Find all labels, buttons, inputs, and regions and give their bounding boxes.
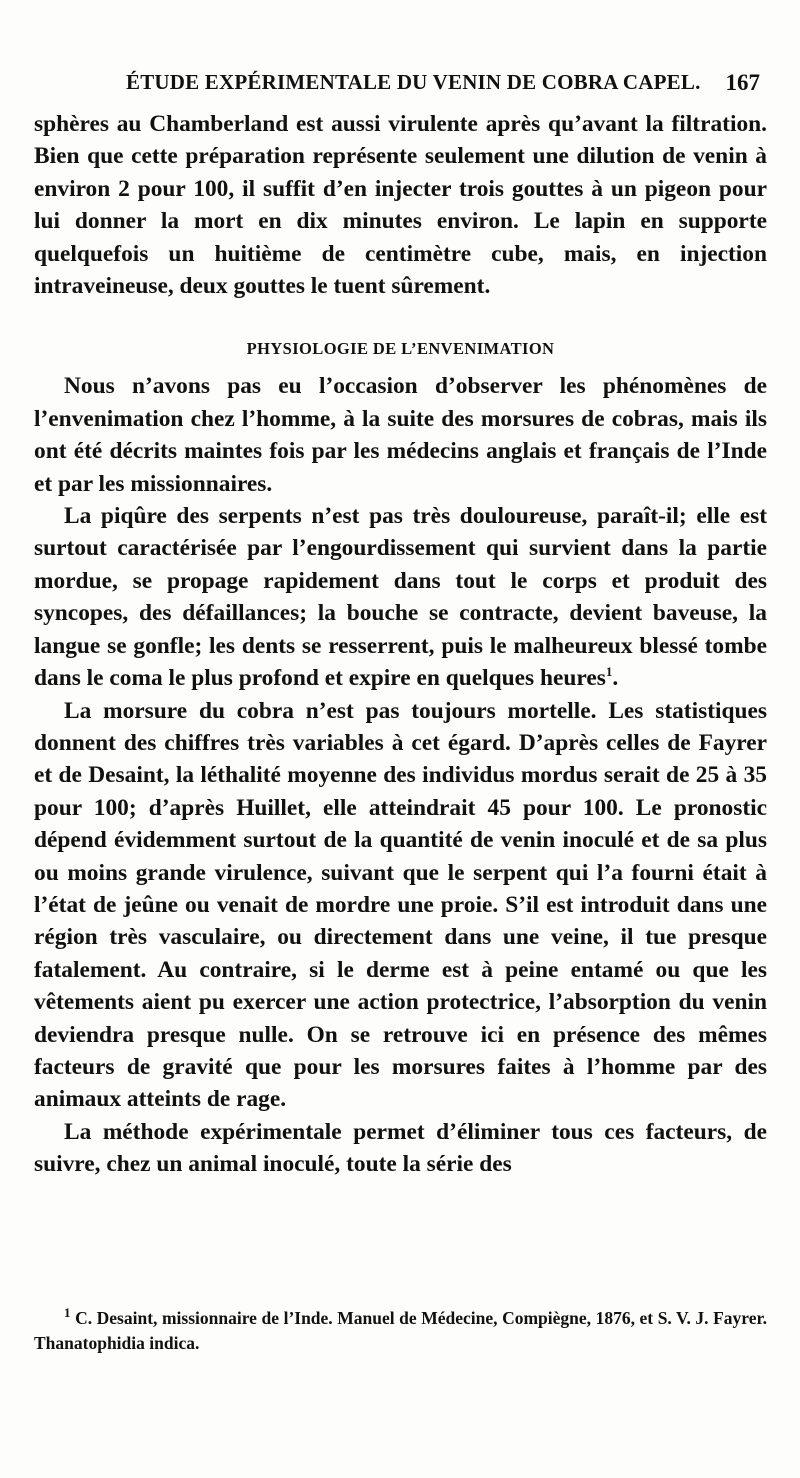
footnotes	[34, 1306, 767, 1356]
section-heading: PHYSIOLOGIE DE L’ENVENIMATION	[246, 339, 555, 359]
main-text	[34, 108, 767, 1181]
paragraph-3-text: La piqûre des serpents n’est pas très douloureuse, paraît-il; elle est surtout caractérisée par l’engourdissement qui survient dans la partie mordue, se propage rapidement dans tout le corps et produit des syncopes, des défaillances; la bouche se contracte, devient baveuse, la langue se gonfle; les dents se resserrent, puis le malheureux blessé tombe dans le coma le plus profond et expire en quelques heures	[34, 503, 767, 692]
page-header	[34, 70, 760, 100]
footnote-1	[34, 1306, 767, 1356]
paragraph-3	[34, 500, 767, 694]
footnote-reference: 1	[605, 664, 613, 680]
paragraph-3-end: .	[612, 665, 619, 692]
footnote-text: C. Desaint, missionnaire de l’Inde. Manuel de Médecine, Compiègne, 1876, et S. V. J. Fayrer. Thanatophidia indica.	[34, 1308, 768, 1353]
paragraph-1: sphères au Chamberland est aussi virulente après qu’avant la filtration. Bien que cette préparation représente seulement une dilution de venin à environ 2 pour 100, il suffit d’en injecter trois gouttes à un pigeon pour lui donner la mort en dix minutes environ. Le lapin en supporte quelquefois un huitième de centimètre cube, mais, en injection intraveineuse, deux gouttes le tuent sûrement.	[34, 111, 767, 300]
footnote-marker: 1	[64, 1305, 71, 1321]
running-title: ÉTUDE EXPÉRIMENTALE DU VENIN DE COBRA CAPEL.	[126, 70, 701, 94]
paragraph-5: La méthode expérimentale permet d’éliminer tous ces facteurs, de suivre, chez un animal inoculé, toute la série des	[34, 1118, 767, 1178]
paragraph-4: La morsure du cobra n’est pas toujours mortelle. Les statistiques donnent des chiffres très variables à cet égard. D’après celles de Fayrer et de Desaint, la léthalité moyenne des individus mordus serait de 25 à 35 pour 100; d’après Huillet, elle atteindrait 45 pour 100. Le pronostic dépend évidemment surtout de la quantité de venin inoculé et de sa plus ou moins grande virulence, suivant que le serpent qui l’a fourni était à l’état de jeûne ou venait de mordre une proie. S’il est introduit dans une région très vasculaire, ou directement dans une veine, il tue presque fatalement. Au contraire, si le derme est à peine entamé ou que les vêtements aient pu exercer une action protectrice, l’absorption du venin deviendra presque nulle. On se retrouve ici en présence des mêmes facteurs de gravité que pour les morsures faites à l’homme par des animaux atteints de rage.	[34, 697, 767, 1113]
paragraph-2: Nous n’avons pas eu l’occasion d’observer les phénomènes de l’envenimation chez l’homme, à la suite des morsures de cobras, mais ils ont été décrits maintes fois par les médecins anglais et français de l’Inde et par les missionnaires.	[34, 373, 767, 497]
page-number: 167	[725, 70, 760, 95]
